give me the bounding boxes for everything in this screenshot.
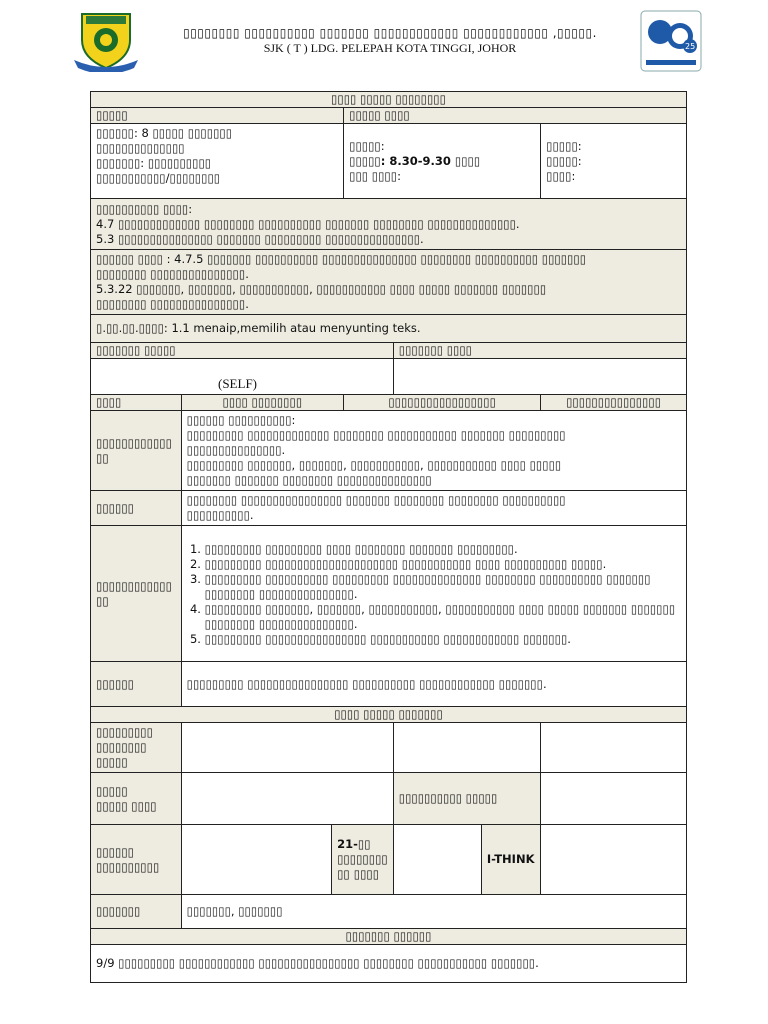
method-header: ▯▯▯▯▯▯▯ ▯▯▯▯▯ <box>91 343 394 359</box>
phase-line: ▯▯▯▯▯▯▯▯▯ ▯▯▯▯▯▯▯▯▯▯▯▯▯ ▯▯▯▯▯▯▯▯ ▯▯▯▯▯▯▯▯▯▯▯ ▯▯▯▯▯▯▯ ▯▯▯▯▯▯▯▯▯ <box>186 428 566 442</box>
info-line: ▯▯▯▯▯: <box>349 138 385 153</box>
day-info-cell <box>541 124 687 199</box>
content-standard-cell <box>91 199 687 250</box>
phase-line: ▯▯▯▯▯▯▯▯▯ ▯▯▯▯▯▯▯, ▯▯▯▯▯▯▯, ▯▯▯▯▯▯▯▯▯▯▯, ▯▯▯▯▯▯▯▯▯▯▯ ▯▯▯▯ ▯▯▯▯▯ <box>186 458 562 472</box>
self-cell <box>91 359 394 395</box>
class-info-cell <box>91 124 344 199</box>
ict-label: ▯.▯▯.▯▯.▯▯▯▯: <box>96 321 168 335</box>
content-standard-heading: ▯▯▯▯▯▯▯▯▯▯ ▯▯▯▯: <box>96 202 193 216</box>
s2-row-label <box>91 773 182 825</box>
label-line: ▯▯▯▯▯▯▯▯▯ <box>96 725 153 739</box>
phase-line: ▯▯▯▯▯▯▯▯▯▯▯▯▯▯▯. <box>186 443 286 457</box>
list-item: 2. ▯▯▯▯▯▯▯▯▯ ▯▯▯▯▯▯▯▯▯▯▯▯▯▯▯▯▯▯▯▯▯ ▯▯▯▯▯▯▯▯▯▯▯ ▯▯▯▯ ▯▯▯▯▯▯▯▯▯▯ ▯▯▯▯▯. <box>205 557 681 572</box>
s2-row-label: ▯▯▯▯▯▯▯ <box>91 895 182 929</box>
ict-standard-cell <box>91 315 687 343</box>
reflection-cell: 9/9 ▯▯▯▯▯▯▯▯▯ ▯▯▯▯▯▯▯▯▯▯▯▯ ▯▯▯▯▯▯▯▯▯▯▯▯▯▯▯▯ ▯▯▯▯▯▯▯▯ ▯▯▯▯▯▯▯▯▯▯▯ ▯▯▯▯▯▯▯. <box>91 945 687 983</box>
phase-label: ▯▯▯▯▯▯ <box>91 491 182 526</box>
empty-cell <box>541 723 687 773</box>
phase-label: ▯▯▯▯▯▯ <box>91 662 182 707</box>
school-name-line: ▯▯▯▯▯▯▯▯ ▯▯▯▯▯▯▯▯▯▯ ▯▯▯▯▯▯▯ ▯▯▯▯▯▯▯▯▯▯▯▯ ▯▯▯▯▯▯▯▯▯▯▯▯ ,▯▯▯▯▯. <box>183 26 597 40</box>
info-line: ▯▯▯▯: <box>546 168 576 183</box>
info-line: ▯▯▯ ▯▯▯▯: <box>349 168 401 183</box>
ict-text: 1.1 menaip,memilih atau menyunting teks. <box>167 321 421 335</box>
info-line: ▯▯▯▯▯▯▯: ▯▯▯▯▯▯▯▯▯▯ <box>96 156 212 170</box>
info-line: ▯▯▯▯▯: 8.30-9.30 ▯▯▯▯ <box>349 153 481 168</box>
content-standard-line: 5.3 ▯▯▯▯▯▯▯▯▯▯▯▯▯▯▯ ▯▯▯▯▯▯▯ ▯▯▯▯▯▯▯▯▯ ▯▯▯▯▯▯▯▯▯▯▯▯▯▯▯. <box>96 232 424 246</box>
learning-standard-line: 5.3.22 ▯▯▯▯▯▯▯, ▯▯▯▯▯▯▯, ▯▯▯▯▯▯▯▯▯▯▯, ▯▯▯▯▯▯▯▯▯▯▯ ▯▯▯▯ ▯▯▯▯▯ ▯▯▯▯▯▯▯ ▯▯▯▯▯▯▯ <box>96 282 547 296</box>
method2-header: ▯▯▯▯▯▯▯ ▯▯▯▯ <box>393 343 686 359</box>
label-line: ▯▯▯▯▯ ▯▯▯▯ <box>96 798 157 813</box>
empty-cell <box>181 773 393 825</box>
phase-content <box>181 526 686 662</box>
learning-standard-cell <box>91 250 687 315</box>
school-address-line: SJK ( T ) LDG. PELEPAH KOTA TINGGI, JOHOR <box>263 41 517 55</box>
label-line: ▯▯▯▯▯ <box>96 755 128 769</box>
label-line: ▯▯▯▯▯ <box>96 783 128 798</box>
learning-standard-heading: ▯▯▯▯▯▯ ▯▯▯▯ : 4.7.5 ▯▯▯▯▯▯▯ ▯▯▯▯▯▯▯▯▯▯ ▯▯▯▯▯▯▯▯▯▯▯▯▯▯▯ ▯▯▯▯▯▯▯▯ ▯▯▯▯▯▯▯▯▯▯ ▯▯▯▯▯▯▯ <box>96 252 587 266</box>
empty-cell <box>393 825 481 895</box>
label-line: ▯▯▯▯▯▯ <box>96 844 134 859</box>
phase-line: ▯▯▯▯▯▯▯▯▯▯. <box>186 508 254 522</box>
learning-standard-line: ▯▯▯▯▯▯▯▯ ▯▯▯▯▯▯▯▯▯▯▯▯▯▯▯. <box>96 297 249 311</box>
time-info-cell <box>344 124 541 199</box>
method2-value-cell <box>393 359 686 395</box>
info-line: ▯▯▯▯▯▯: 8 ▯▯▯▯▯ ▯▯▯▯▯▯▯ <box>96 126 233 140</box>
label-line: ▯▯▯▯▯▯▯▯ <box>337 852 388 866</box>
info-line: ▯▯▯▯▯▯▯▯▯▯▯▯▯▯ <box>96 141 185 155</box>
info-line: ▯▯▯▯▯: <box>546 153 582 168</box>
teacher-header: ▯▯▯▯▯▯▯▯▯▯▯▯▯▯▯▯▯ <box>344 395 541 411</box>
phase-line: ▯▯▯▯▯▯▯ ▯▯▯▯▯▯▯ ▯▯▯▯▯▯▯▯ ▯▯▯▯▯▯▯▯▯▯▯▯▯▯▯ <box>186 473 432 487</box>
section3-title: ▯▯▯▯▯▯▯ ▯▯▯▯▯▯ <box>91 929 687 945</box>
ithink-label: I-THINK <box>481 825 540 895</box>
learning-standard-line: ▯▯▯▯▯▯▯▯ ▯▯▯▯▯▯▯▯▯▯▯▯▯▯▯. <box>96 267 249 281</box>
phase-content: ▯▯▯▯▯▯▯▯▯ ▯▯▯▯▯▯▯▯▯▯▯▯▯▯▯▯ ▯▯▯▯▯▯▯▯▯▯ ▯▯▯▯▯▯▯▯▯▯▯▯ ▯▯▯▯▯▯▯. <box>181 662 686 707</box>
s2-row-label <box>91 825 182 895</box>
self-label: (SELF) <box>218 376 257 391</box>
list-item: 5. ▯▯▯▯▯▯▯▯▯ ▯▯▯▯▯▯▯▯▯▯▯▯▯▯▯▯ ▯▯▯▯▯▯▯▯▯▯▯ ▯▯▯▯▯▯▯▯▯▯▯▯ ▯▯▯▯▯▯▯. <box>205 632 681 647</box>
phase-line: ▯▯▯▯▯▯▯▯ ▯▯▯▯▯▯▯▯▯▯▯▯▯▯▯▯ ▯▯▯▯▯▯▯ ▯▯▯▯▯▯▯▯ ▯▯▯▯▯▯▯▯ ▯▯▯▯▯▯▯▯▯▯ <box>186 493 566 507</box>
lesson-plan-table <box>90 91 687 983</box>
info-line: ▯▯▯▯▯▯▯▯▯▯▯/▯▯▯▯▯▯▯▯ <box>96 171 221 185</box>
anniversary-25-logo <box>640 10 702 72</box>
date-header: ▯▯▯▯▯ ▯▯▯▯ <box>344 108 687 124</box>
empty-cell <box>181 723 393 773</box>
label-line: ▯▯▯▯▯▯▯▯ <box>96 740 147 754</box>
s2-mid-label: ▯▯▯▯▯▯▯▯▯▯ ▯▯▯▯▯ <box>393 773 540 825</box>
phase-label: ▯▯▯▯▯▯▯▯▯▯▯▯ ▯▯ <box>91 526 182 662</box>
phase-line: ▯▯▯▯▯▯ ▯▯▯▯▯▯▯▯▯▯: <box>186 413 296 427</box>
empty-cell <box>541 773 687 825</box>
list-item: 1. ▯▯▯▯▯▯▯▯▯ ▯▯▯▯▯▯▯▯▯ ▯▯▯▯ ▯▯▯▯▯▯▯▯ ▯▯▯▯▯▯▯ ▯▯▯▯▯▯▯▯▯. <box>205 542 681 557</box>
school-crest-logo <box>72 10 140 72</box>
s2-row-value: ▯▯▯▯▯▯▯, ▯▯▯▯▯▯▯ <box>181 895 686 929</box>
activity-header: ▯▯▯▯ ▯▯▯▯▯▯▯▯ <box>181 395 344 411</box>
empty-cell <box>541 825 687 895</box>
content-standard-line: 4.7 ▯▯▯▯▯▯▯▯▯▯▯▯▯ ▯▯▯▯▯▯▯▯ ▯▯▯▯▯▯▯▯▯▯ ▯▯▯▯▯▯▯ ▯▯▯▯▯▯▯▯ ▯▯▯▯▯▯▯▯▯▯▯▯▯▯. <box>96 217 520 231</box>
plan-title: ▯▯▯▯ ▯▯▯▯▯ ▯▯▯▯▯▯▯▯ <box>91 92 687 108</box>
info-line: ▯▯▯▯▯: <box>546 138 582 153</box>
anniversary-number: 25 <box>685 42 696 51</box>
s2-row-label <box>91 723 182 773</box>
label-line: ▯▯▯▯▯▯▯▯▯▯ <box>96 859 160 874</box>
activity-list <box>187 542 681 647</box>
student-header: ▯▯▯▯▯▯▯▯▯▯▯▯▯▯▯ <box>541 395 687 411</box>
subject-header: ▯▯▯▯▯ <box>91 108 344 124</box>
phase-content <box>181 491 686 526</box>
phase-header: ▯▯▯▯ <box>91 395 182 411</box>
label-line: ▯▯ ▯▯▯▯ <box>337 867 380 881</box>
phase-label: ▯▯▯▯▯▯▯▯▯▯▯▯ ▯▯ <box>91 411 182 491</box>
label-line: 21-▯▯ <box>337 837 371 851</box>
section2-title: ▯▯▯▯ ▯▯▯▯▯ ▯▯▯▯▯▯▯ <box>91 707 687 723</box>
phase-content <box>181 411 686 491</box>
list-item: 3. ▯▯▯▯▯▯▯▯▯ ▯▯▯▯▯▯▯▯▯▯ ▯▯▯▯▯▯▯▯▯ ▯▯▯▯▯▯▯▯▯▯▯▯▯▯ ▯▯▯▯▯▯▯▯ ▯▯▯▯▯▯▯▯▯▯ ▯▯▯▯▯▯▯ ▯▯▯▯▯▯▯▯ ▯▯▯▯▯▯▯▯▯▯▯▯▯▯▯. <box>205 572 681 602</box>
empty-cell <box>393 723 540 773</box>
empty-cell <box>181 825 331 895</box>
list-item: 4. ▯▯▯▯▯▯▯▯▯ ▯▯▯▯▯▯▯, ▯▯▯▯▯▯▯, ▯▯▯▯▯▯▯▯▯▯▯, ▯▯▯▯▯▯▯▯▯▯▯ ▯▯▯▯ ▯▯▯▯▯ ▯▯▯▯▯▯▯ ▯▯▯▯▯▯▯ ▯▯▯▯▯▯▯▯ ▯▯▯▯▯▯▯▯▯▯▯▯▯▯▯. <box>205 602 681 632</box>
21st-century-label <box>332 825 394 895</box>
